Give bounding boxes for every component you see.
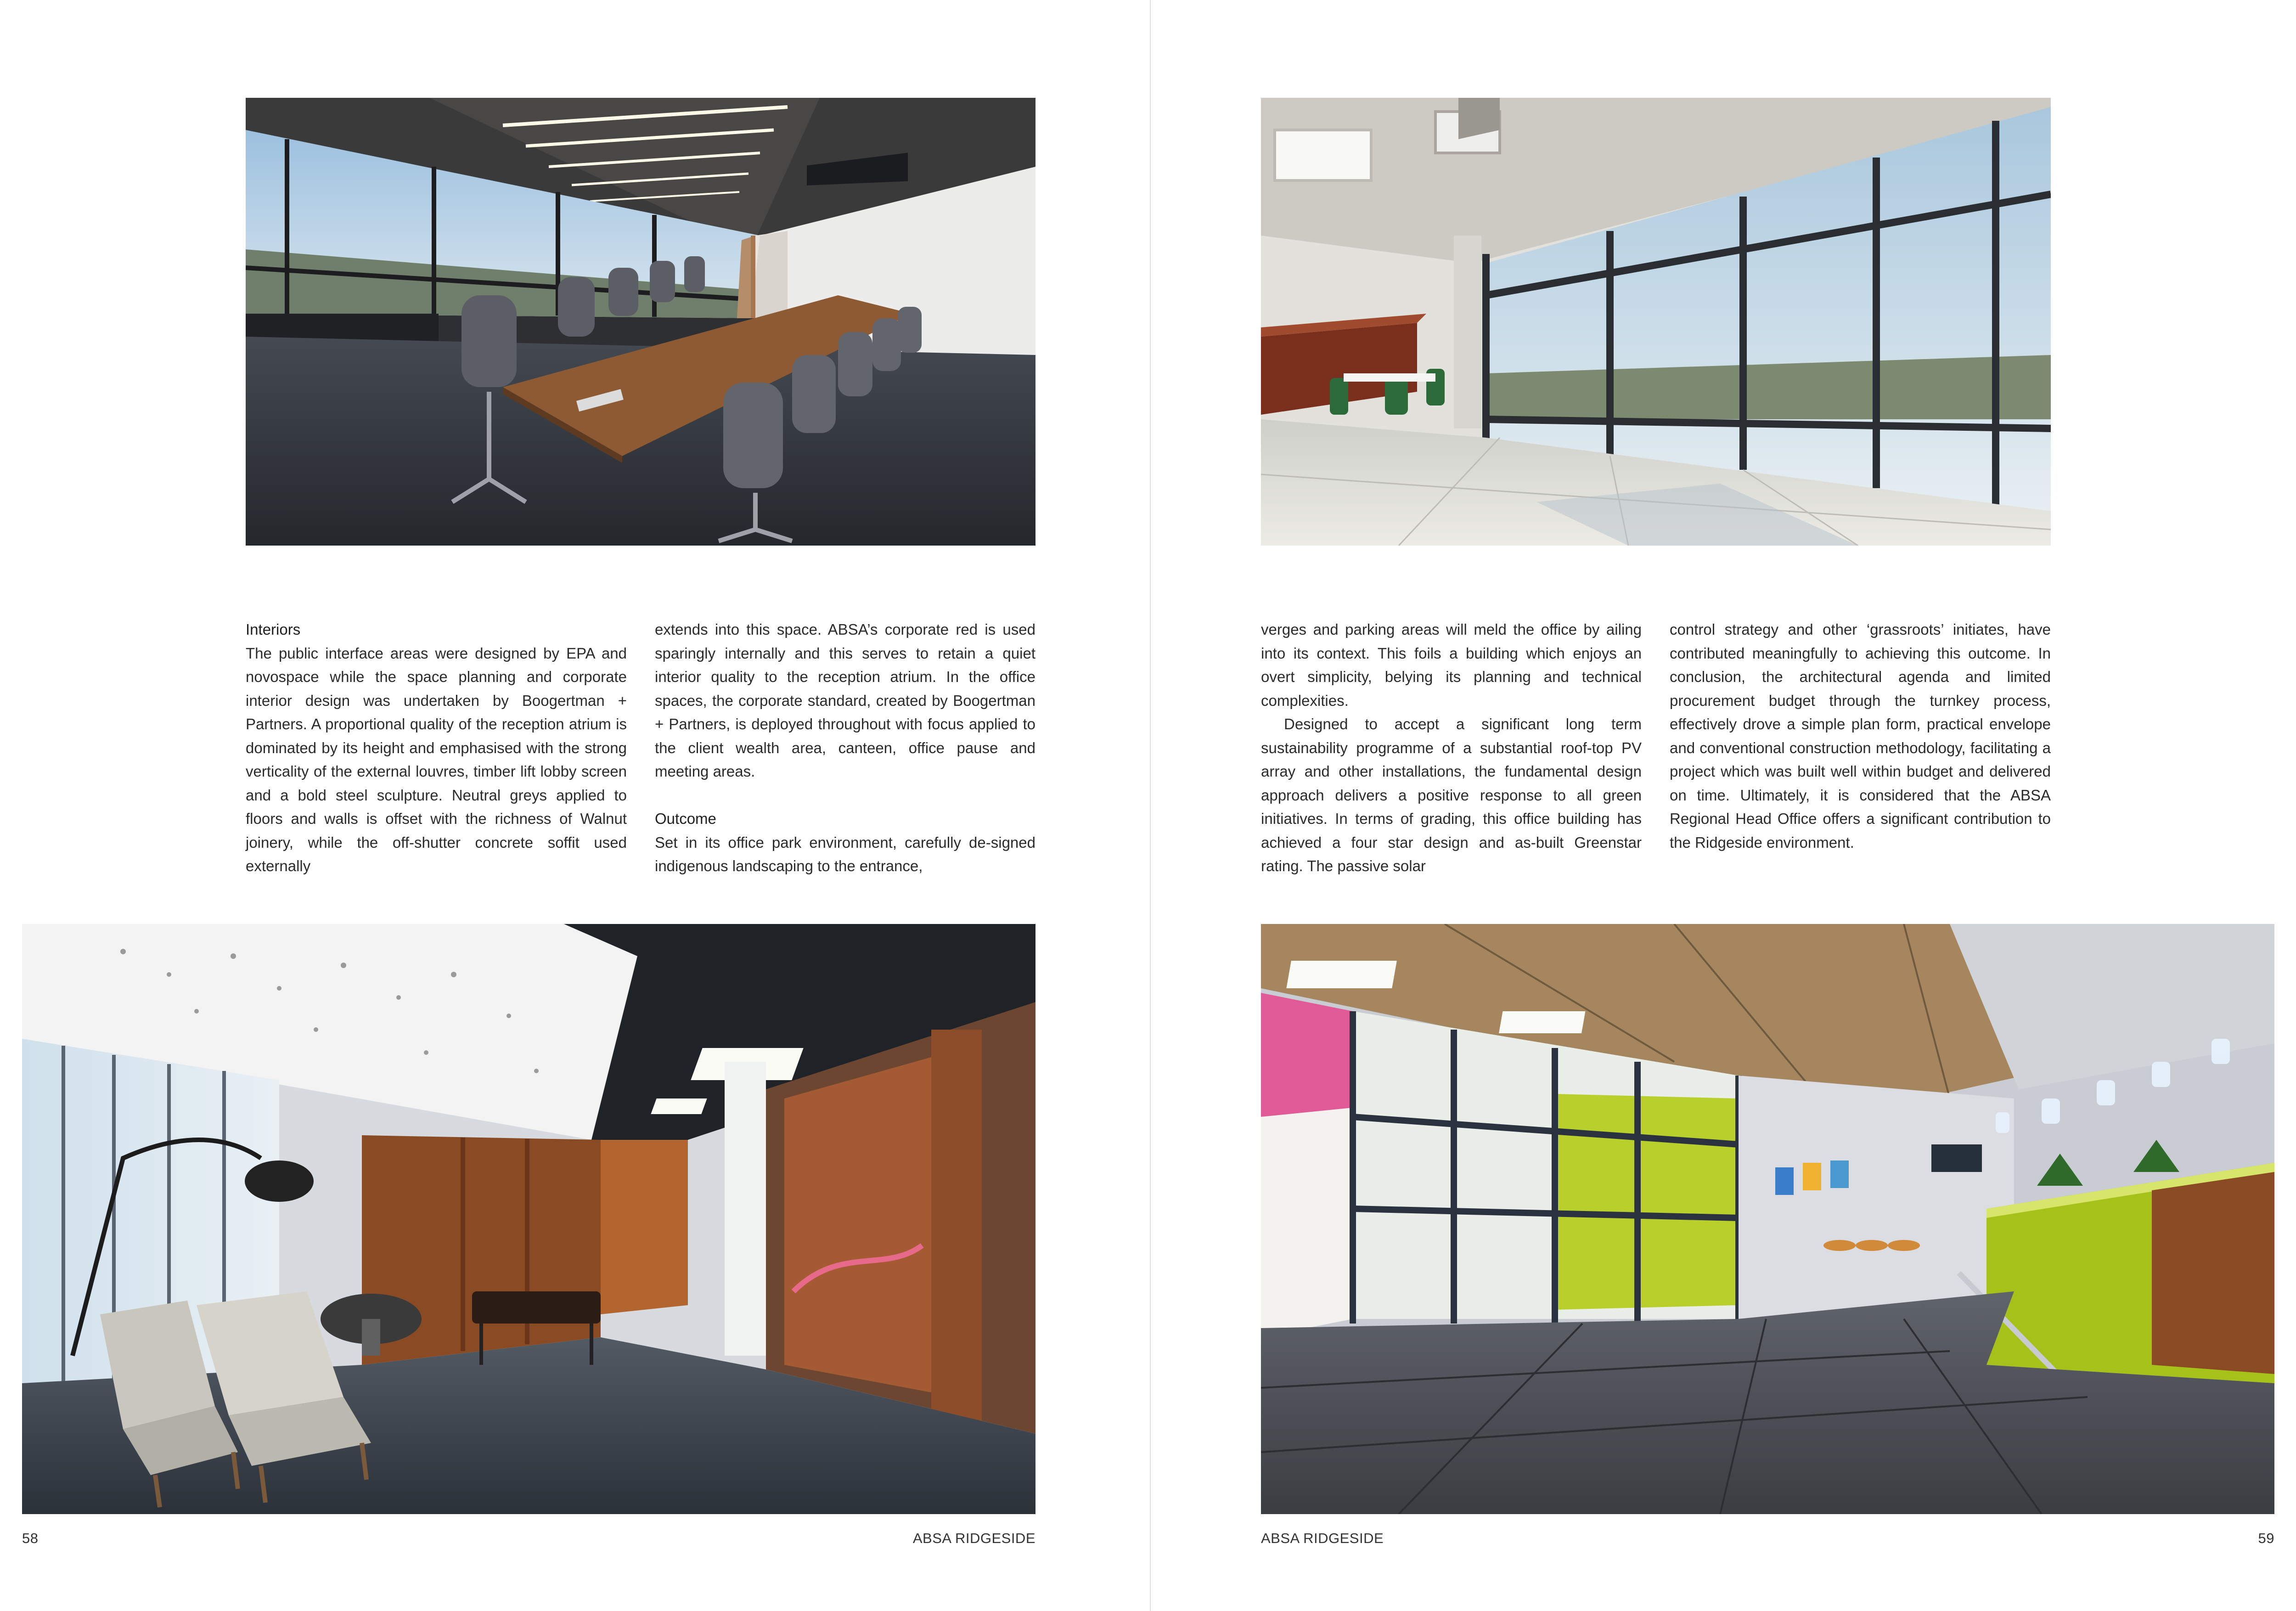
boardroom-photo [246, 98, 1035, 546]
section-heading-interiors: Interiors [246, 621, 301, 638]
body-text: verges and parking areas will meld the office by ailing into its context. This foils a building which enjoys an overt simplicity, belying its planning and technical complexities. [1261, 621, 1642, 709]
reception-desk-photo [1261, 924, 2274, 1514]
running-title: ABSA RIDGESIDE [1261, 1530, 1384, 1546]
body-text: extends into this space. ABSA’s corporate red is used sparingly internally and this serves to retain a quiet interior quality to the reception atrium. In the office spaces, the corporate standard, created by Boogertman + Partners, is deployed throughout with focus applied to the client wealth area, canteen, office pause and meeting areas. [655, 621, 1035, 780]
text-column-outcome [655, 618, 1035, 878]
running-title: ABSA RIDGESIDE [912, 1530, 1035, 1546]
canteen-glazing-photo [1261, 98, 2051, 546]
text-column-interiors [246, 618, 627, 878]
page-number: 58 [22, 1530, 39, 1546]
body-text: control strategy and other ‘grassroots’ initiates, have contributed meaningfully to achieving this outcome. In conclusion, the architectural agenda and limited procurement budget through the turnkey process, effectively drove a simple plan form, practical envelope and conventional construction methodology, facilitating a project which was built well within budget and delivered on time. Ultimately, it is considered that the ABSA Regional Head Office offers a significant contribution to the Ridgeside environment. [1670, 621, 2051, 851]
right-page [1151, 0, 2296, 1611]
body-text: Set in its office park environment, carefully de-signed indigenous landscaping to the entrance, [655, 834, 1035, 874]
reception-lounge-photo [22, 924, 1035, 1514]
text-column-conclusion [1670, 618, 2051, 854]
page-number: 59 [2258, 1530, 2274, 1546]
text-column-sustainability [1261, 618, 1642, 878]
section-heading-outcome: Outcome [655, 810, 716, 827]
body-text: The public interface areas were designed by EPA and novospace while the space planning and corporate interior design was undertaken by Boogertman + Partners. A proportional quality of the reception atrium is dominated by its height and emphasised with the strong verticality of the external louvres, timber lift lobby screen and a bold steel sculpture. Neutral greys applied to floors and walls is offset with the richness of Walnut joinery, while the off-shutter concrete soffit used externally [246, 644, 627, 874]
body-text: Designed to accept a significant long term sustainability programme of a substantial roof-top PV array and other installations, the fundamental design approach delivers a positive response to all green initiatives. In terms of grading, this office building has achieved a four star design and as-built Greenstar rating. The passive solar [1261, 715, 1642, 874]
